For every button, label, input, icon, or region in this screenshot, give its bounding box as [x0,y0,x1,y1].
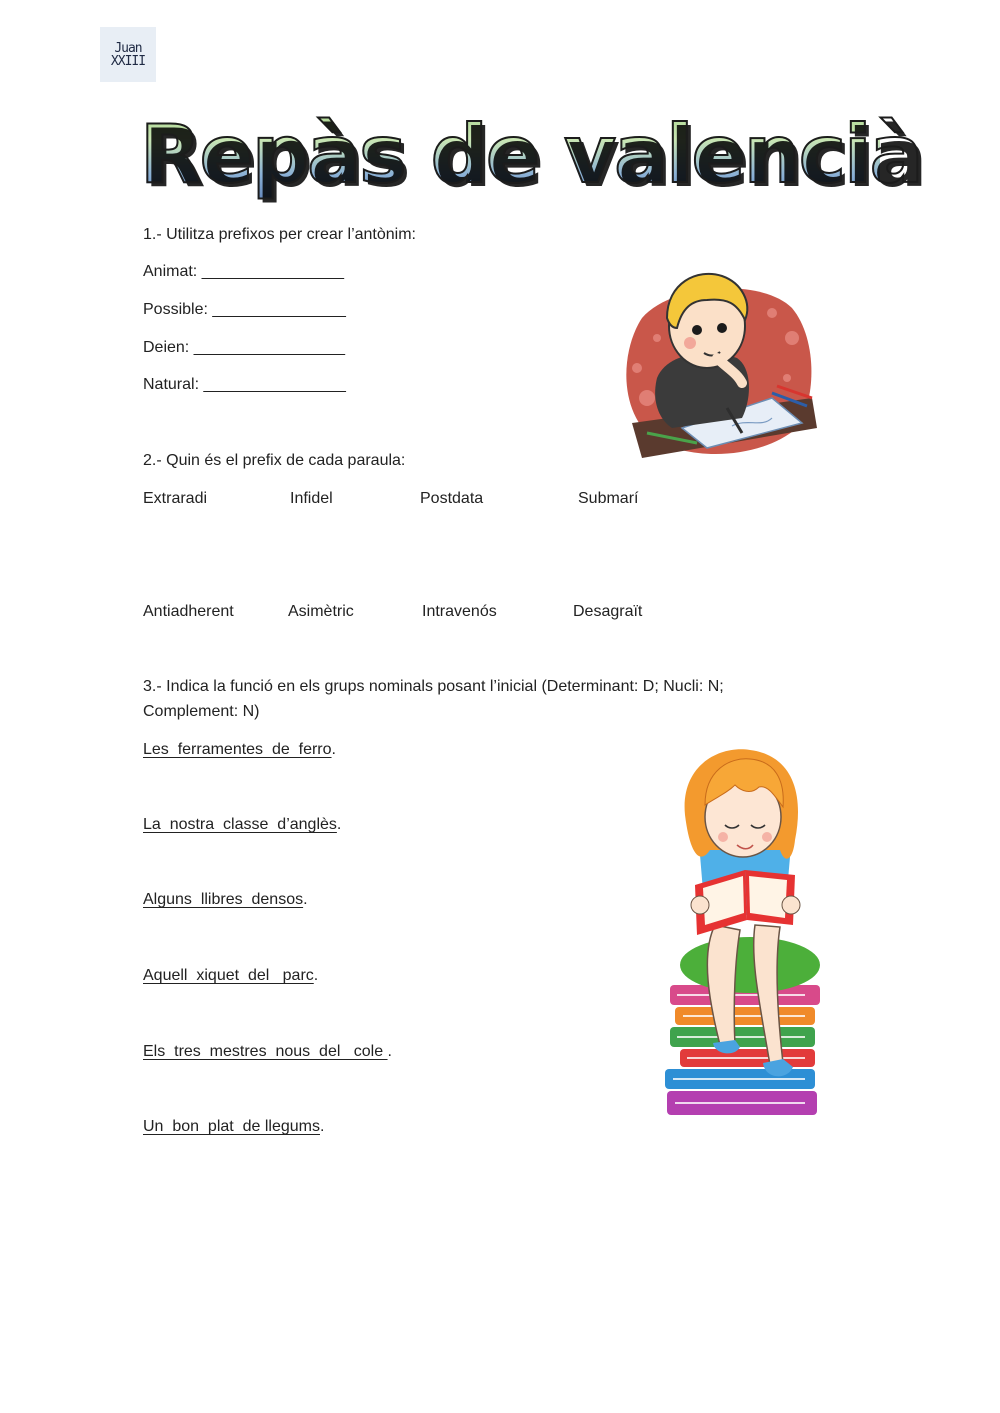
phrase-period: . [303,891,308,908]
phrase-text: Aquell xiquet del parc [143,967,314,984]
phrase-period: . [336,816,342,833]
phrase-text: Els tres mestres nous del cole [143,1043,388,1060]
phrase-period: . [331,741,336,758]
phrase-text: La nostra classe d’anglès [143,816,337,833]
phrase-period: . [313,967,319,984]
exercise-1-heading: 1.- Utilitza prefixos per crear l’antònim: [143,226,416,243]
exercise-2-word-extraradi: Extraradi [143,490,208,507]
exercise-3-phrase [143,889,308,911]
exercise-1-item-animat: Animat: ________________ [143,263,345,280]
exercise-3-phrase [143,814,341,836]
phrase-period: . [320,1118,325,1135]
school-logo [100,27,156,82]
exercise-3-phrase [143,739,336,761]
exercise-2-heading: 2.- Quin és el prefix de cada paraula: [143,452,406,469]
phrase-text: Les ferramentes de ferro [143,741,332,758]
exercise-3-heading-line-1: 3.- Indica la funció en els grups nominals posant l’inicial (Determinant: D; Nucli: N; [143,678,724,695]
exercise-2-word-antiadherent: Antiadherent [143,603,234,620]
logo-line-2: XXIII [110,53,146,69]
exercise-3-heading-line-2: Complement: N) [143,703,260,720]
exercise-3-phrase [143,1041,392,1063]
phrase-text: Alguns llibres densos [143,891,304,908]
page-title: Repàs de valencià [140,105,880,205]
logo-line-1: Juan [114,40,142,56]
exercise-1-item-possible: Possible: _______________ [143,301,346,318]
exercise-3-phrase [143,1116,324,1138]
exercise-2-word-infidel: Infidel [290,490,333,507]
phrase-period: . [387,1043,392,1060]
boy-drawing-illustration [612,258,822,463]
exercise-2-word-submari: Submarí [578,490,639,507]
exercise-2-word-intravenos: Intravenós [422,603,497,620]
girl-reading-on-books-illustration [655,745,835,1120]
exercise-2-word-postdata: Postdata [420,490,484,507]
exercise-1-item-natural: Natural: ________________ [143,376,346,393]
exercise-3-phrase [143,965,318,987]
exercise-2-word-asimetric: Asimètric [288,603,354,620]
phrase-text: Un bon plat de llegums [143,1118,320,1135]
exercise-1-item-deien: Deien: _________________ [143,339,345,356]
exercise-2-word-desagrait: Desagraït [573,603,643,620]
